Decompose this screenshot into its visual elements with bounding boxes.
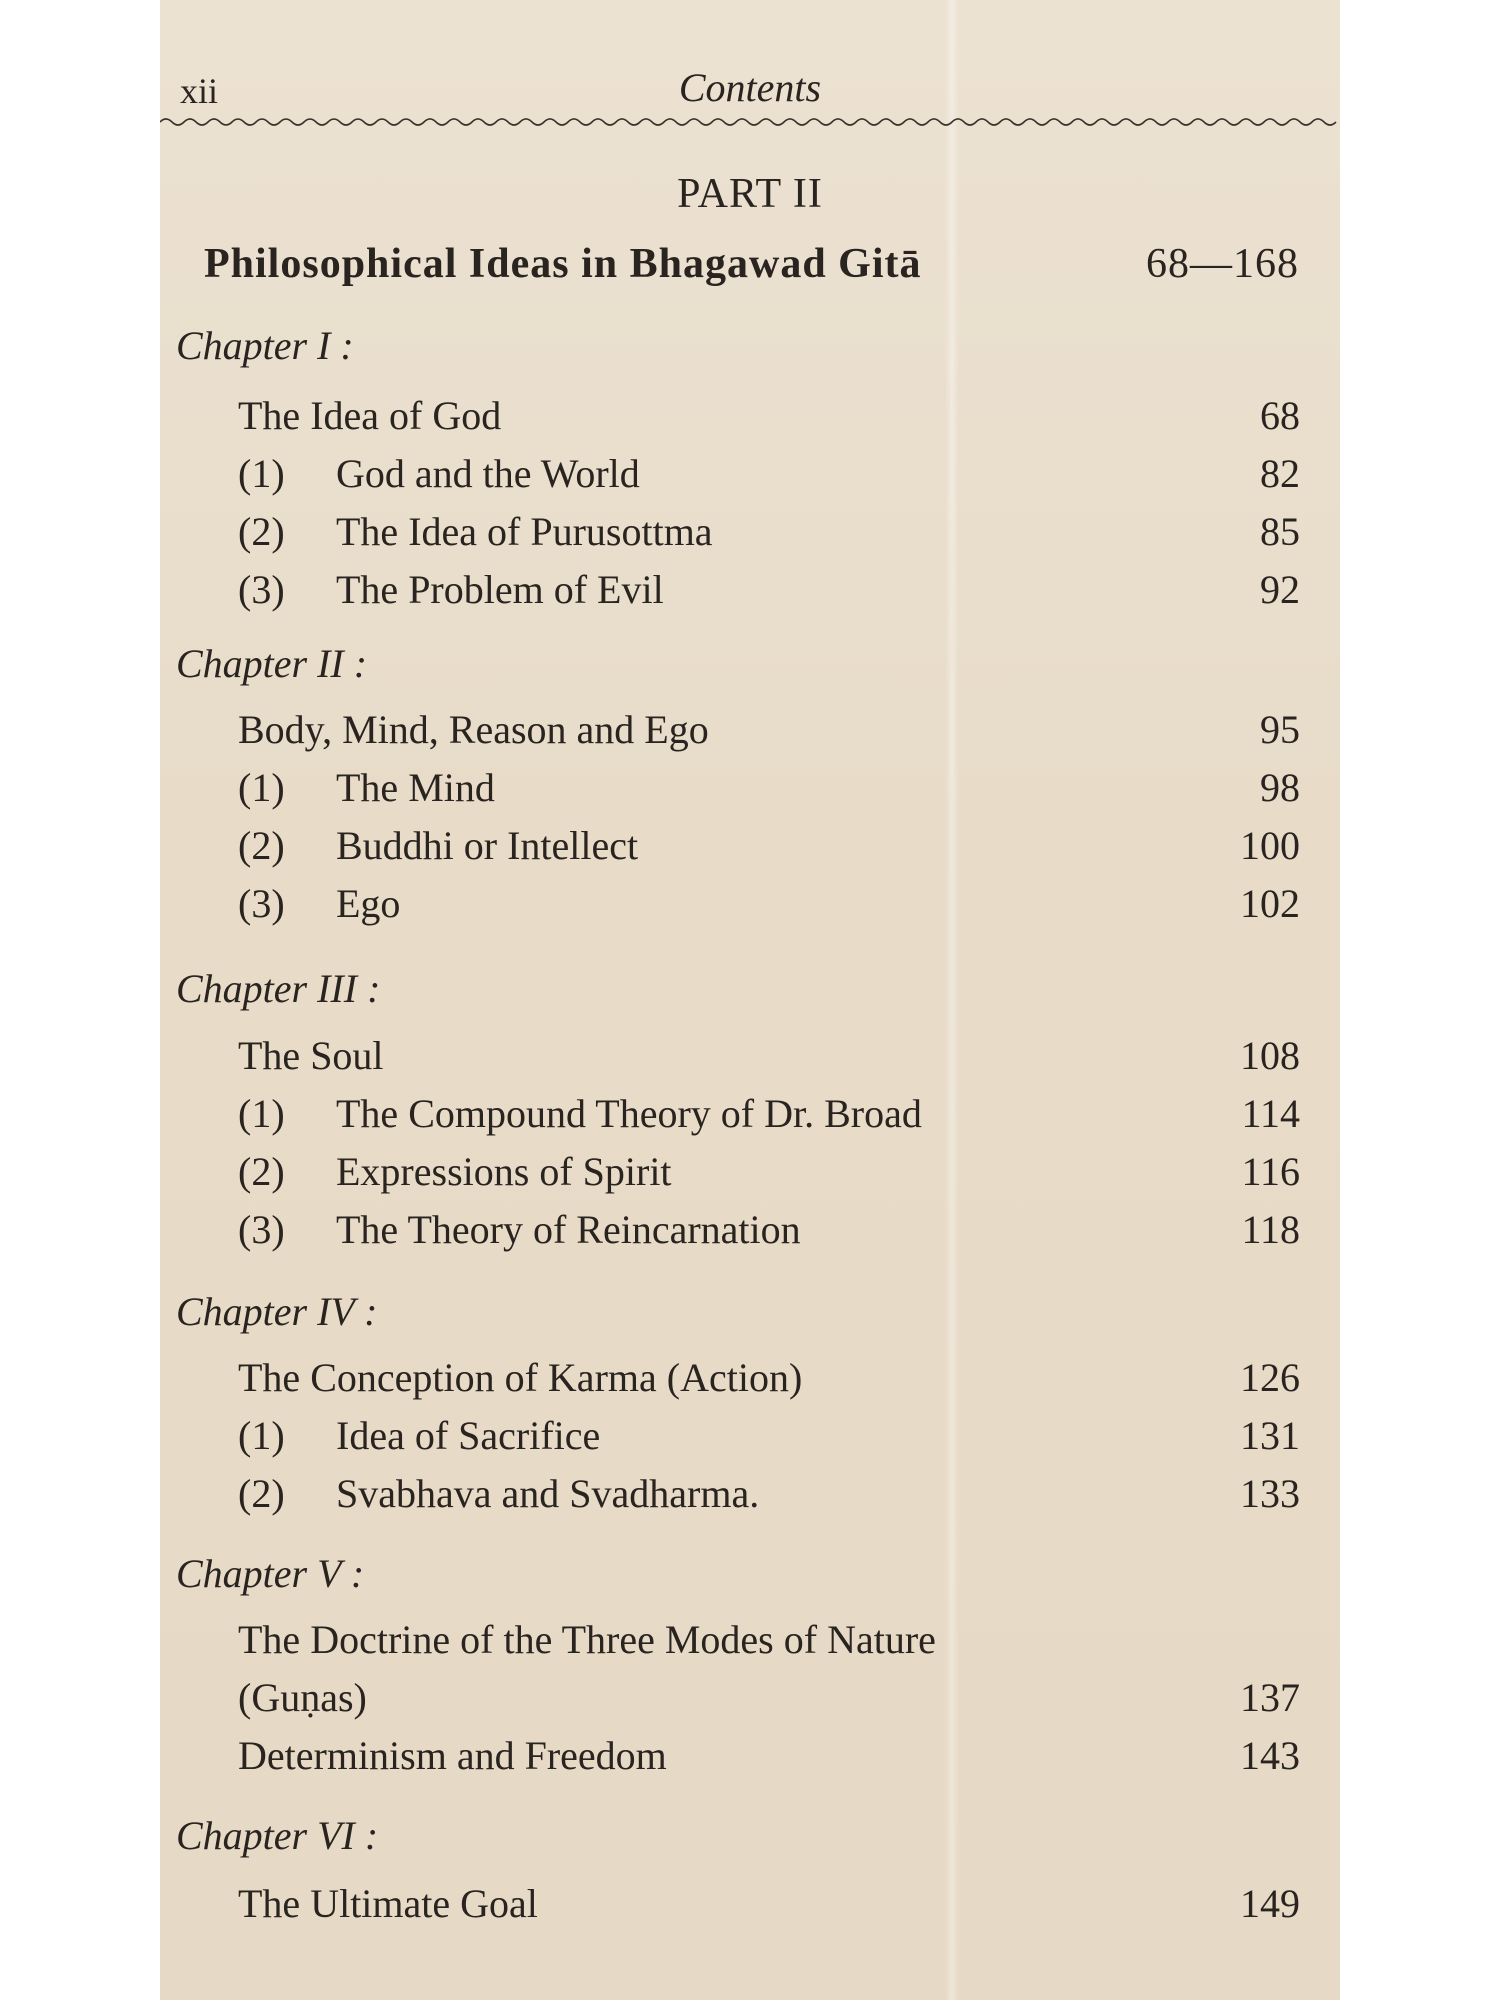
page-header	[160, 60, 1340, 120]
entry-number: (1)	[238, 451, 285, 496]
entry-number: (1)	[238, 1413, 285, 1458]
toc-entry	[160, 764, 1300, 820]
entry-title: Buddhi or Intellect	[336, 823, 639, 868]
entry-page: 98	[1260, 765, 1300, 810]
entry-page: 95	[1260, 707, 1300, 752]
toc-entry	[160, 1148, 1300, 1204]
entry-page: 118	[1241, 1207, 1300, 1252]
book-page	[160, 0, 1340, 2000]
entry-page: 85	[1260, 509, 1300, 554]
toc-entry	[160, 1412, 1300, 1468]
toc-entry	[160, 1470, 1300, 1526]
entry-title: Expressions of Spirit	[336, 1149, 672, 1194]
entry-title: The Compound Theory of Dr. Broad	[336, 1091, 922, 1136]
entry-number: (2)	[238, 1149, 285, 1194]
toc-entry	[160, 880, 1300, 936]
entry-number: (1)	[238, 1091, 285, 1136]
entry-number: (2)	[238, 823, 285, 868]
toc-entry	[160, 1732, 1300, 1788]
entry-title: Body, Mind, Reason and Ego	[238, 707, 709, 752]
entry-title: (Guṇas)	[238, 1675, 367, 1720]
entry-page: 108	[1240, 1033, 1300, 1078]
entry-page: 114	[1241, 1091, 1300, 1136]
entry-title: Determinism and Freedom	[238, 1733, 667, 1778]
entry-title: Ego	[336, 881, 401, 926]
part-label: PART II	[677, 171, 823, 217]
entry-number: (2)	[238, 1471, 285, 1516]
entry-number: (3)	[238, 567, 285, 612]
chapter-heading: Chapter V :	[176, 1551, 365, 1596]
toc-entry	[160, 1206, 1300, 1262]
entry-number: (1)	[238, 765, 285, 810]
entry-page: 133	[1240, 1471, 1300, 1516]
chapter-heading: Chapter VI :	[176, 1813, 379, 1858]
entry-title: The Theory of Reincarnation	[336, 1207, 801, 1252]
chapter-heading: Chapter III :	[176, 966, 381, 1011]
entry-page: 100	[1240, 823, 1300, 868]
entry-number: (3)	[238, 1207, 285, 1252]
entry-page: 126	[1240, 1355, 1300, 1400]
toc-entry	[160, 822, 1300, 878]
entry-title: God and the World	[336, 451, 640, 496]
toc-entry	[160, 392, 1300, 448]
entry-title: The Idea of God	[238, 393, 502, 438]
entry-title: Idea of Sacrifice	[336, 1413, 601, 1458]
toc-entry	[160, 508, 1300, 564]
entry-page: 116	[1241, 1149, 1300, 1194]
entry-number: (3)	[238, 881, 285, 926]
entry-page: 92	[1260, 567, 1300, 612]
entry-title: The Mind	[336, 765, 495, 810]
toc-entry	[160, 1616, 1300, 1672]
toc-entry	[160, 1880, 1300, 1936]
toc-entry	[160, 1674, 1300, 1730]
entry-title: The Doctrine of the Three Modes of Nature	[238, 1617, 936, 1662]
entry-title: The Soul	[238, 1033, 384, 1078]
wavy-rule	[160, 112, 1340, 132]
entry-page: 68	[1260, 393, 1300, 438]
entry-title: The Problem of Evil	[336, 567, 664, 612]
toc-entry	[160, 566, 1300, 622]
entry-title: The Ultimate Goal	[238, 1881, 538, 1926]
section-title: Philosophical Ideas in Bhagawad Gitā	[204, 241, 922, 287]
page-number: xii	[180, 71, 219, 111]
toc-entry	[160, 1090, 1300, 1146]
entry-page: 137	[1240, 1675, 1300, 1720]
entry-page: 131	[1240, 1413, 1300, 1458]
chapter-heading: Chapter I :	[176, 323, 354, 368]
running-title: Contents	[678, 65, 822, 110]
section-pages: 68—168	[1146, 241, 1299, 287]
toc-entry	[160, 450, 1300, 506]
entry-page: 149	[1240, 1881, 1300, 1926]
toc-entry	[160, 706, 1300, 762]
entry-page: 82	[1260, 451, 1300, 496]
chapter-heading: Chapter II :	[176, 641, 368, 686]
toc-entry	[160, 1354, 1300, 1410]
entry-number: (2)	[238, 509, 285, 554]
entry-page: 102	[1240, 881, 1300, 926]
section-heading	[204, 240, 1299, 300]
chapter-heading: Chapter IV :	[176, 1289, 378, 1334]
toc-entry	[160, 1032, 1300, 1088]
entry-title: The Conception of Karma (Action)	[238, 1355, 803, 1400]
entry-page: 143	[1240, 1733, 1300, 1778]
entry-title: The Idea of Purusottma	[336, 509, 713, 554]
entry-title: Svabhava and Svadharma.	[336, 1471, 760, 1516]
